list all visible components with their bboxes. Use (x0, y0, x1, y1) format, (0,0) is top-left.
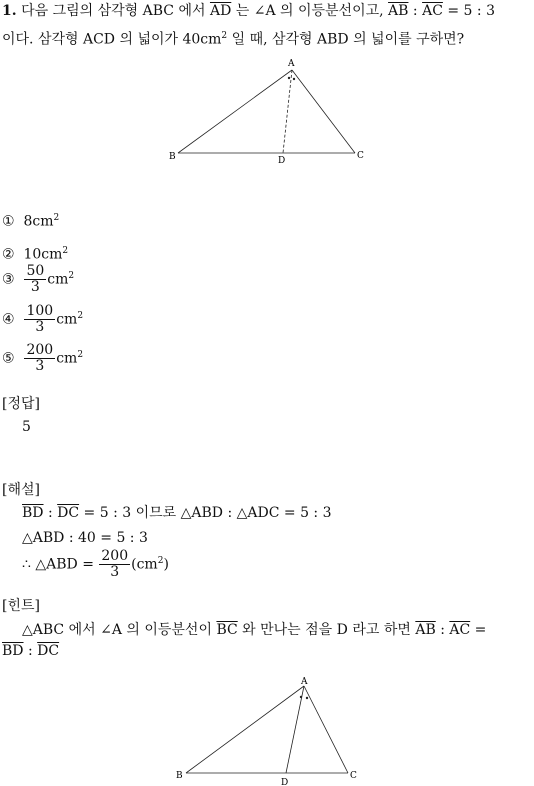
explanation-text: ) (163, 556, 169, 573)
choice-mark: ④ (2, 311, 15, 328)
vertex-b-label: B (169, 152, 176, 162)
choice-value: 10cm (23, 246, 63, 263)
question-text: 다음 그림의 삼각형 ABC 에서 (21, 3, 206, 19)
answer-label: [정답] (2, 396, 40, 412)
equals: = (474, 622, 487, 638)
vertex-a-label: A (301, 677, 308, 687)
vertex-d-label: D (278, 156, 286, 166)
vertex-b-label: B (176, 771, 183, 781)
triangle-figure-1 (160, 52, 380, 170)
explanation-text: (cm (131, 556, 158, 573)
choice-5[interactable] (2, 343, 83, 374)
explanation-label: [해설] (2, 482, 40, 498)
segment-ab: $\overline{AB}$ (415, 622, 436, 638)
ratio: = 5 : 3 (447, 3, 495, 19)
question-number: 1. (2, 3, 17, 19)
explanation-text: ∴ △ABD = (22, 556, 94, 573)
fraction: $\frac{50}{3}$ (26, 263, 45, 295)
segment-bd: $\overline{BD}$ (22, 505, 44, 521)
explanation-line-2: △ABD : 40 = 5 : 3 (22, 530, 148, 546)
question-text: 는 ∠A 의 이등분선이고, (235, 3, 384, 19)
answer-value: 5 (22, 419, 31, 435)
superscript: 2 (68, 270, 75, 281)
superscript: 2 (53, 213, 60, 223)
choice-value: 8cm (23, 213, 54, 230)
choice-2[interactable] (2, 242, 68, 264)
explanation-line-1 (22, 504, 332, 522)
colon: : (47, 505, 53, 521)
triangle-figure-2 (170, 672, 370, 786)
superscript: 2 (221, 31, 228, 41)
unit: cm (47, 271, 69, 288)
segment-bd: $\overline{BD}$ (2, 643, 24, 659)
segment-ac: $\overline{AC}$ (422, 3, 443, 19)
vertex-c-label: C (357, 151, 364, 161)
segment-dc: $\overline{DC}$ (37, 643, 60, 659)
superscript: 2 (157, 555, 164, 566)
colon: : (440, 622, 445, 638)
choice-mark: ⑤ (2, 350, 15, 367)
segment-ad: $\overline{AD}$ (209, 3, 232, 19)
segment-ac: $\overline{AC}$ (449, 622, 471, 638)
fraction: $\frac{200}{3}$ (101, 548, 129, 580)
choice-4[interactable] (2, 304, 83, 335)
choice-3[interactable] (2, 264, 74, 295)
hint-line-2 (2, 642, 59, 660)
choice-1[interactable] (2, 209, 59, 231)
choice-mark: ① (2, 213, 15, 230)
question-text: 이다. 삼각형 ACD 의 넓이가 40cm (2, 31, 222, 48)
vertex-a-label: A (288, 59, 295, 69)
explanation-line-3 (22, 549, 169, 580)
fraction: $\frac{200}{3}$ (26, 342, 54, 374)
segment-dc: $\overline{DC}$ (57, 505, 80, 521)
question-line-1 (2, 2, 495, 20)
choice-mark: ② (2, 246, 15, 263)
explanation-text: = 5 : 3 이므로 △ABD : △ADC = 5 : 3 (83, 505, 332, 521)
hint-label: [힌트] (2, 598, 40, 614)
unit: cm (56, 350, 78, 367)
superscript: 2 (77, 349, 84, 360)
choice-mark: ③ (2, 271, 15, 288)
hint-text: △ABC 에서 ∠A 의 이등분선이 (22, 622, 212, 638)
colon: : (412, 3, 418, 19)
question-text: 일 때, 삼각형 ABD 의 넓이를 구하면? (231, 31, 465, 48)
colon: : (27, 643, 33, 659)
vertex-c-label: C (350, 771, 357, 781)
superscript: 2 (77, 310, 84, 321)
hint-text: 와 만나는 점을 D 라고 하면 (242, 622, 411, 638)
segment-ab: $\overline{AB}$ (388, 3, 409, 19)
fraction: $\frac{100}{3}$ (26, 303, 54, 335)
question-line-2 (2, 27, 464, 49)
unit: cm (56, 311, 78, 328)
hint-line-1 (22, 621, 486, 639)
segment-bc: $\overline{BC}$ (216, 622, 238, 638)
superscript: 2 (62, 246, 69, 256)
vertex-d-label: D (281, 778, 289, 786)
